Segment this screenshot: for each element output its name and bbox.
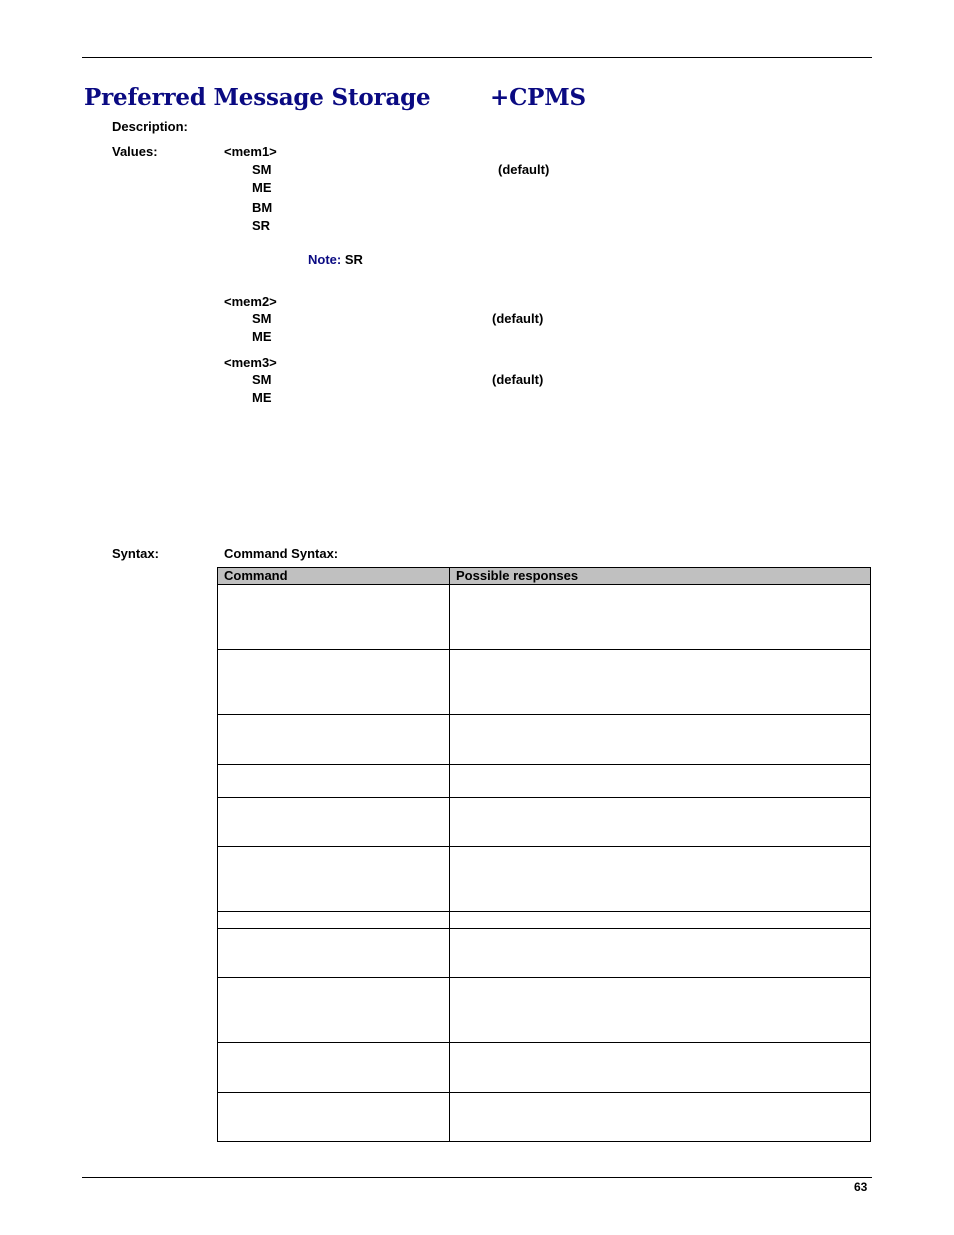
command-cell: [218, 765, 450, 798]
table-row: [218, 978, 871, 1043]
response-cell: [450, 715, 871, 765]
note-label: Note:: [308, 252, 342, 267]
command-syntax-label: Command Syntax:: [224, 546, 339, 561]
note-text: SR: [344, 252, 363, 267]
response-cell: [450, 847, 871, 912]
command-cell: [218, 912, 450, 929]
column-header-command: Command: [218, 568, 450, 585]
command-syntax-table: [217, 567, 871, 1142]
table-row: [218, 912, 871, 929]
command-cell: [218, 978, 450, 1043]
table-row: [218, 585, 871, 650]
page-number: 63: [854, 1180, 868, 1194]
column-header-responses: Possible responses: [450, 568, 871, 585]
table-row: [218, 1043, 871, 1093]
mem1-option-code: BM: [252, 200, 273, 215]
mem2-option-code: SM: [252, 311, 272, 326]
response-cell: [450, 798, 871, 847]
command-cell: [218, 650, 450, 715]
syntax-label: Syntax:: [112, 546, 159, 561]
response-cell: [450, 912, 871, 929]
command-cell: [218, 1043, 450, 1093]
command-cell: [218, 715, 450, 765]
mem2-name: <mem2>: [224, 294, 277, 309]
command-name: +CPMS: [490, 84, 586, 111]
description-label: Description:: [112, 119, 188, 134]
response-cell: [450, 1043, 871, 1093]
table-row: [218, 715, 871, 765]
mem1-option-code: SR: [252, 218, 271, 233]
table-row: [218, 929, 871, 978]
response-cell: [450, 1093, 871, 1142]
response-cell: [450, 585, 871, 650]
response-cell: [450, 650, 871, 715]
mem2-option-note: (default): [492, 311, 544, 326]
response-cell: [450, 978, 871, 1043]
table-header-row: [218, 568, 871, 585]
table-row: [218, 798, 871, 847]
footer-rule: [82, 1177, 872, 1178]
command-cell: [218, 585, 450, 650]
values-label: Values:: [112, 144, 158, 159]
command-cell: [218, 929, 450, 978]
header-rule: [82, 57, 872, 58]
command-cell: [218, 798, 450, 847]
table-row: [218, 847, 871, 912]
mem1-name: <mem1>: [224, 144, 277, 159]
table-row: [218, 650, 871, 715]
mem2-option-code: ME: [252, 329, 272, 344]
table-row: [218, 765, 871, 798]
mem1-option-code: SM: [252, 162, 272, 177]
mem3-option-note: (default): [492, 372, 544, 387]
mem3-name: <mem3>: [224, 355, 277, 370]
mem3-option-code: ME: [252, 390, 272, 405]
mem1-note: [308, 252, 363, 267]
mem1-option-code: ME: [252, 180, 272, 195]
page-title: [84, 84, 586, 111]
mem1-option-note: (default): [498, 162, 550, 177]
command-cell: [218, 847, 450, 912]
response-cell: [450, 765, 871, 798]
page-title-text: Preferred Message Storage: [84, 84, 431, 111]
command-cell: [218, 1093, 450, 1142]
table-row: [218, 1093, 871, 1142]
response-cell: [450, 929, 871, 978]
mem3-option-code: SM: [252, 372, 272, 387]
